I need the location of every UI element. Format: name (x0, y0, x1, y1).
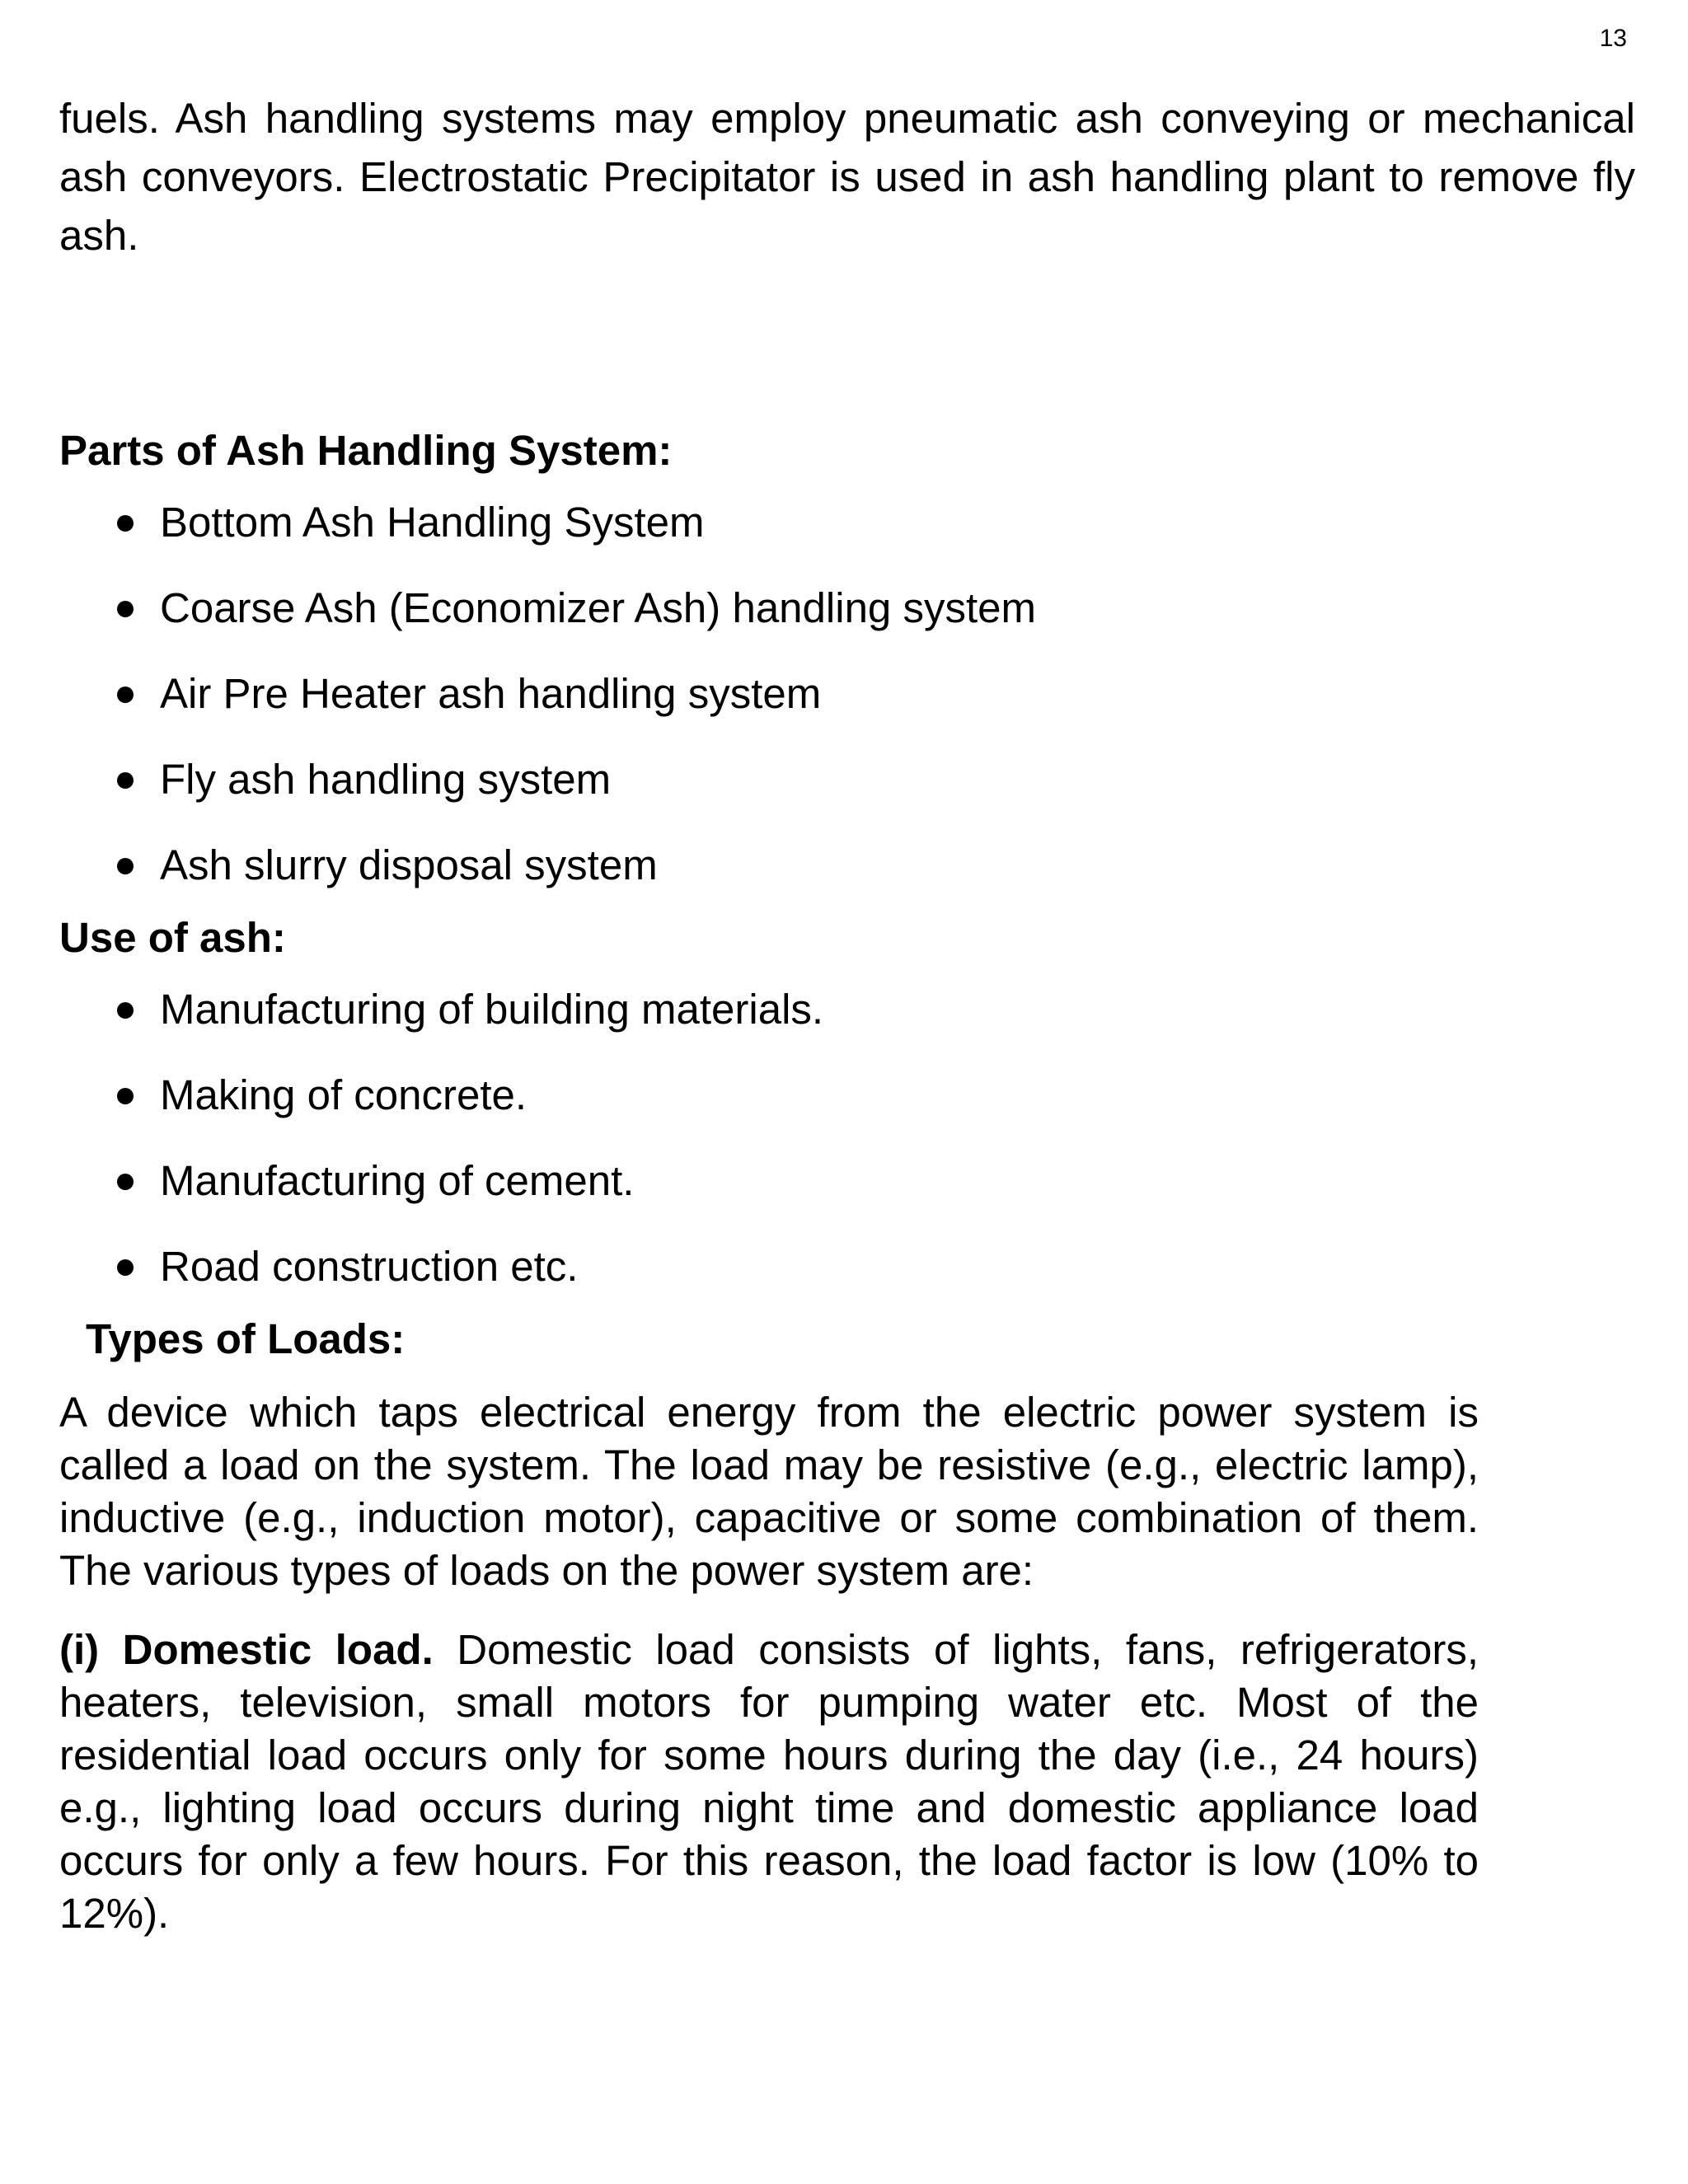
loads-heading: Types of Loads: (86, 1315, 406, 1362)
bullet-icon (117, 1259, 134, 1276)
list-item: Making of concrete. (59, 1052, 1635, 1138)
domestic-load-paragraph (59, 1624, 1479, 1940)
document-body (59, 89, 1635, 1940)
spacer (59, 265, 1635, 421)
list-item: Road construction etc. (59, 1224, 1635, 1310)
list-item: Fly ash handling system (59, 737, 1635, 823)
loads-paragraph: A device which taps electrical energy from the electric power system is called a load on the system. The load may be resistive (e.g., electric lamp), inductive (e.g., induction motor), capacitive or some combination of them. The various types of loads on the power system are: (59, 1389, 1479, 1594)
bullet-icon (117, 601, 134, 617)
use-heading: Use of ash: (59, 914, 286, 961)
bullet-icon (117, 1174, 134, 1190)
list-item: Coarse Ash (Economizer Ash) handling system (59, 565, 1635, 651)
intro-paragraph: fuels. Ash handling systems may employ pneumatic ash conveying or mechanical ash conveyors. Electrostatic Precipitator is used in ash handling plant to remove fly ash. (59, 95, 1635, 259)
list-item: Manufacturing of cement. (59, 1138, 1635, 1224)
use-list (59, 967, 1635, 1310)
bullet-icon (117, 687, 134, 703)
domestic-load-text: Domestic load consists of lights, fans, refrigerators, heaters, television, small motors for pumping water etc. Most of the residential load occurs only for some hours during the day (i.e., 24 hours) e.g., lighting load occurs during night time and domestic appliance load occurs for only a few hours. For this reason, the load factor is low (10% to 12%). (59, 1626, 1479, 1937)
bullet-icon (117, 858, 134, 874)
list-item: Air Pre Heater ash handling system (59, 651, 1635, 737)
page-number: 13 (1599, 25, 1627, 52)
bullet-icon (117, 1002, 134, 1019)
domestic-load-label: (i) Domestic load. (59, 1626, 434, 1673)
bullet-icon (117, 772, 134, 789)
list-item: Bottom Ash Handling System (59, 480, 1635, 565)
parts-heading: Parts of Ash Handling System: (59, 427, 673, 474)
list-item: Manufacturing of building materials. (59, 967, 1635, 1052)
parts-list (59, 480, 1635, 908)
list-item: Ash slurry disposal system (59, 823, 1635, 908)
bullet-icon (117, 515, 134, 532)
bullet-icon (117, 1088, 134, 1104)
